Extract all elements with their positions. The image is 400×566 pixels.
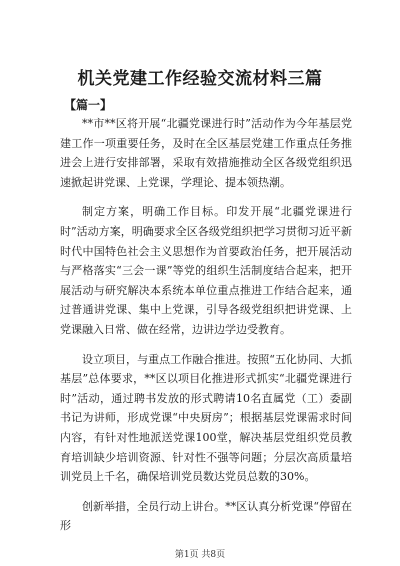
paragraph: **市**区将开展“北疆党课进行时”活动作为今年基层党建工作一项重要任务，及时在全区基层党建工作重点任务推进会上进行安排部署，采取有效措施推动全区各级党组织迅速掀起讲党课、上党课，学理论、提本领热潮。 [60, 117, 352, 189]
document-body [60, 114, 352, 536]
page-footer: 第1页 共8页 [174, 550, 226, 560]
paragraph: 制定方案，明确工作目标。印发开展“北疆党课进行时”活动方案，明确要求全区各级党组织把学习贯彻习近平新时代中国特色社会主义思想作为首要政治任务，把开展活动与严格落实“三会一课”等党的组织生活制度结合起来，把开展活动与研究解决本系统本单位重点推进工作结合起来，通过普通讲党课、集中上党课，引导各级党组织把讲党课、上党课融入日常、做在经常，边讲边学边受教育。 [60, 205, 352, 336]
paragraph: 创新举措，全员行动上讲台。**区认真分析党课“停留在形 [60, 499, 352, 533]
paragraph: 设立项目，与重点工作融合推进。按照“五化协同、大抓基层”总体要求，**区以项目化推进形式抓实“北疆党课进行时”活动，通过聘书发放的形式聘请10名直属党（工）委副书记为讲师，形成党课“中央厨房”；根据基层党课需求时间内容，有针对性地派送党课100堂，解决基层党组织党员教育培训缺少培训资源、针对性不强等问题；分层次高质量培训党员上千名，确保培训党员数达党员总数的30%。 [60, 352, 352, 484]
document-title: 机关党建工作经验交流材料三篇 [77, 69, 323, 89]
section-label: 【篇一】 [64, 98, 113, 112]
